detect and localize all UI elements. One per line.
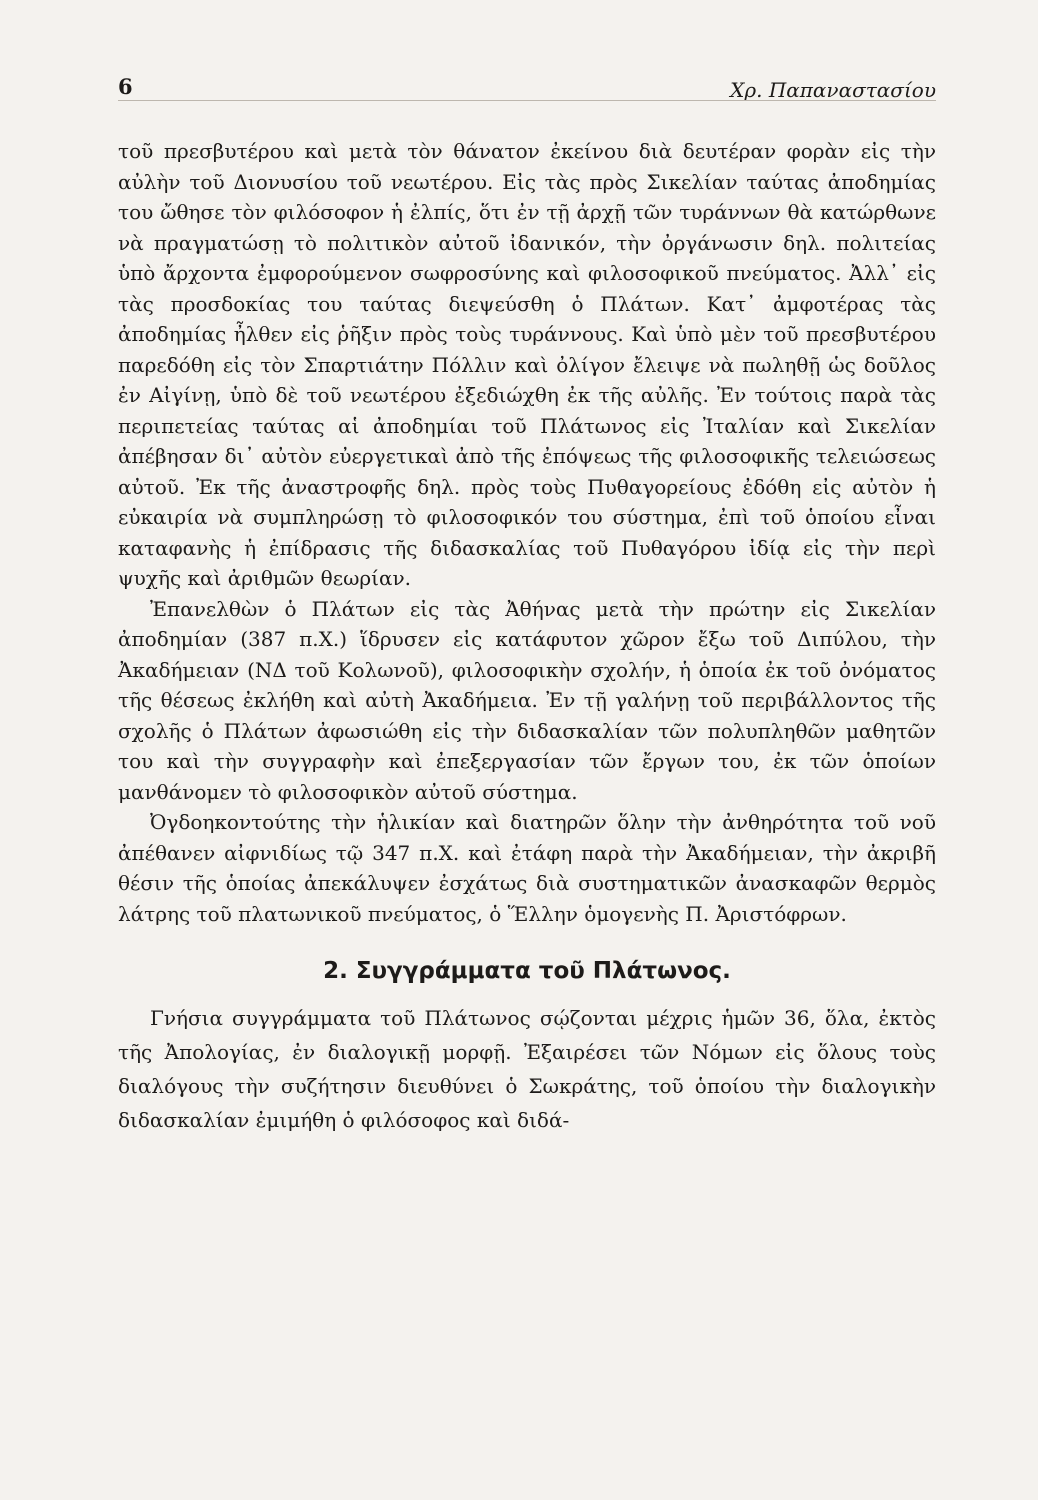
header-rule <box>118 100 936 101</box>
running-head: Χρ. Παπαναστασίου <box>730 78 936 102</box>
body-text <box>118 136 936 1137</box>
page-number: 6 <box>118 74 133 99</box>
paragraph-continued: τοῦ πρεσβυτέρου καὶ μετὰ τὸν θάνατον ἐκείνου διὰ δευτέραν φορὰν εἰς τὴν αὐλὴν τοῦ Διονυσίου τοῦ νεωτέρου. Εἰς τὰς πρὸς Σικελίαν ταύτας ἀποδημίας του ὤθησε τὸν φιλόσοφον ἡ ἐλπίς, ὅτι ἐν τῇ ἀρχῇ τῶν τυράννων θὰ κατώρθωνε νὰ πραγματώσῃ τὸ πολιτικὸν αὐτοῦ ἰδανικόν, τὴν ὀργάνωσιν δηλ. πολιτείας ὑπὸ ἄρχοντα ἐμφορούμενον σωφροσύνης καὶ φιλοσοφικοῦ πνεύματος. Ἀλλ᾽ εἰς τὰς προσδοκίας του ταύτας διεψεύσθη ὁ Πλάτων. Κατ᾽ ἀμφοτέρας τὰς ἀποδημίας ἦλθεν εἰς ῥῆξιν πρὸς τοὺς τυράννους. Καὶ ὑπὸ μὲν τοῦ πρεσβυτέρου παρεδόθη εἰς τὸν Σπαρτιάτην Πόλλιν καὶ ὀλίγον ἔλειψε νὰ πωληθῇ ὡς δοῦλος ἐν Αἰγίνῃ, ὑπὸ δὲ τοῦ νεωτέρου ἐξεδιώχθη ἐκ τῆς αὐλῆς. Ἐν τούτοις παρὰ τὰς περιπετείας ταύτας αἱ ἀποδημίαι τοῦ Πλάτωνος εἰς Ἰταλίαν καὶ Σικελίαν ἀπέβησαν δι᾽ αὐτὸν εὐεργετικαὶ ἀπὸ τῆς ἐπόψεως τῆς φιλοσοφικῆς τελειώσεως αὐτοῦ. Ἐκ τῆς ἀναστροφῆς δηλ. πρὸς τοὺς Πυθαγορείους ἐδόθη εἰς αὐτὸν ἡ εὐκαιρία νὰ συμπληρώσῃ τὸ φιλοσοφικόν του σύστημα, ἐπὶ τοῦ ὁποίου εἶναι καταφανὴς ἡ ἐπίδρασις τῆς διδασκαλίας τοῦ Πυθαγόρου ἰδίᾳ εἰς τὴν περὶ ψυχῆς καὶ ἀριθμῶν θεωρίαν. <box>118 139 936 590</box>
section-heading <box>118 955 936 987</box>
paragraph-death: Ὀγδοηκοντούτης τὴν ἡλικίαν καὶ διατηρῶν ὅλην τὴν ἀνθηρότητα τοῦ νοῦ ἀπέθανεν αἰφνιδίως τῷ 347 π.Χ. καὶ ἐτάφη παρὰ τὴν Ἀκαδήμειαν, τὴν ἀκριβῆ θέσιν τῆς ὁποίας ἀπεκάλυψεν ἐσχάτως διὰ συστηματικῶν ἀνασκαφῶν θερμὸς λάτρης τοῦ πλατωνικοῦ πνεύματος, ὁ Ἕλλην ὁμογενὴς Π. Ἀριστόφρων. <box>118 810 936 926</box>
paragraph-writings: Γνήσια συγγράμματα τοῦ Πλάτωνος σῴζονται μέχρις ἡμῶν 36, ὅλα, ἐκτὸς τῆς Ἀπολογίας, ἐν διαλογικῇ μορφῇ. Ἐξαιρέσει τῶν Νόμων εἰς ὅλους τοὺς διαλόγους τὴν συζήτησιν διευθύνει ὁ Σωκράτης, τοῦ ὁποίου τὴν διαλογικὴν διδασκαλίαν ἐμιμήθη ὁ φιλόσοφος καὶ διδά- <box>118 1006 936 1132</box>
section-title: Συγγράμματα τοῦ Πλάτωνος. <box>355 958 731 984</box>
section-number: 2. <box>323 958 348 984</box>
paragraph-academy: Ἐπανελθὼν ὁ Πλάτων εἰς τὰς Ἀθήνας μετὰ τὴν πρώτην εἰς Σικελίαν ἀποδημίαν (387 π.Χ.) ἵδρυσεν εἰς κατάφυτον χῶρον ἔξω τοῦ Διπύλου, τὴν Ἀκαδήμειαν (ΝΔ τοῦ Κολωνοῦ), φιλοσοφικὴν σχολήν, ἡ ὁποία ἐκ τοῦ ὀνόματος τῆς θέσεως ἐκλήθη καὶ αὐτὴ Ἀκαδήμεια. Ἐν τῇ γαλήνῃ τοῦ περιβάλλοντος τῆς σχολῆς ὁ Πλάτων ἀφωσιώθη εἰς τὴν διδασκαλίαν τῶν πολυπληθῶν μαθητῶν του καὶ τὴν συγγραφὴν καὶ ἐπεξεργασίαν τῶν ἔργων του, ἐκ τῶν ὁποίων μανθάνομεν τὸ φιλοσοφικὸν αὐτοῦ σύστημα. <box>118 596 936 804</box>
